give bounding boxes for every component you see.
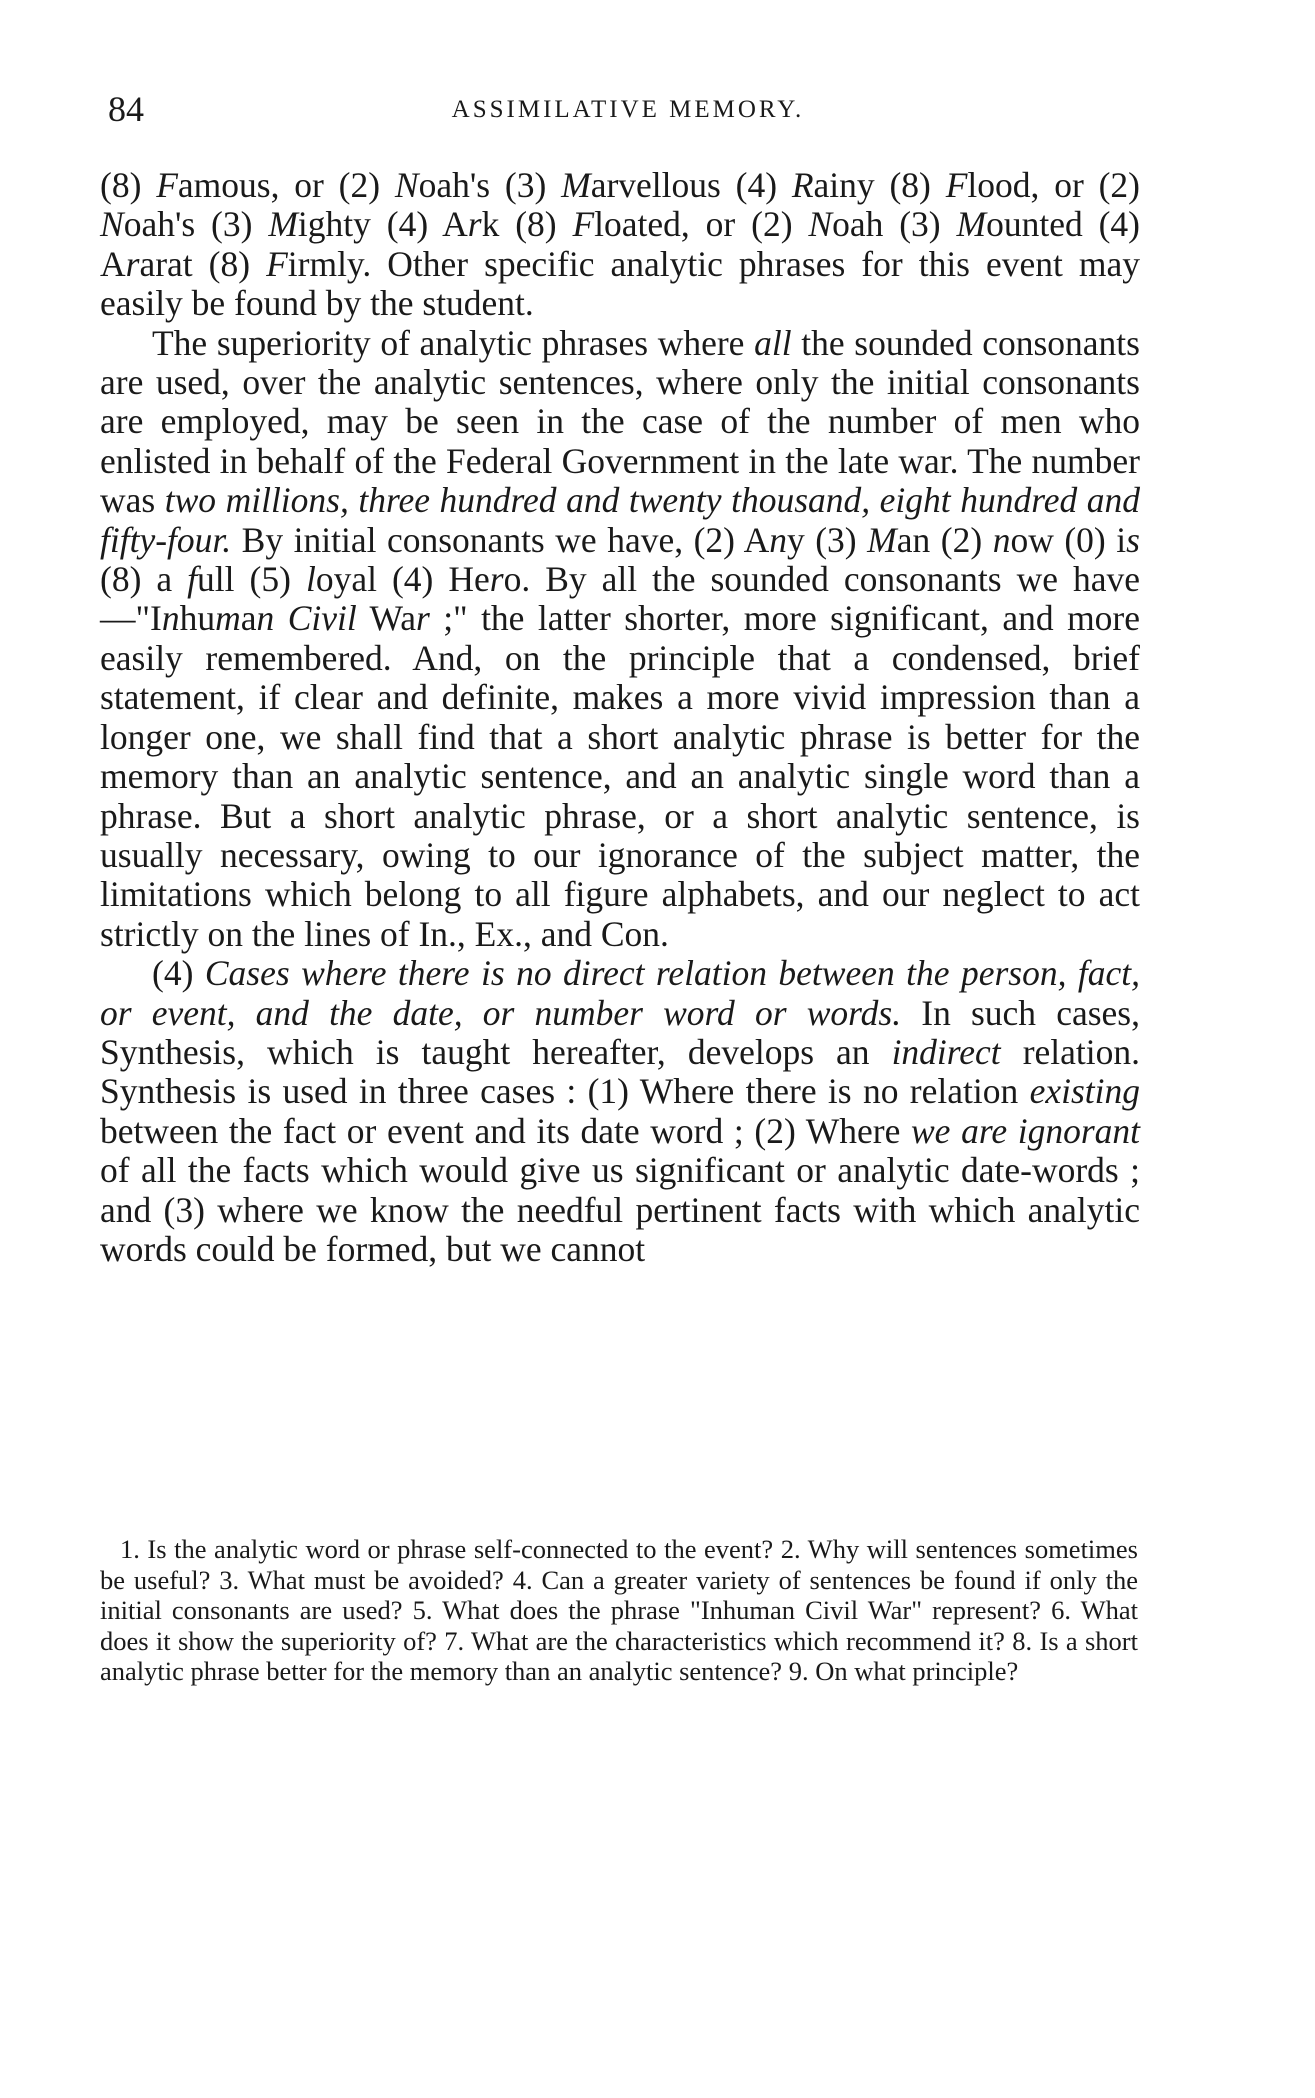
text-run: oah's (3) [123, 204, 269, 245]
text-run: relation. Synthesis is used in three cases : (1) Where there is no relation [100, 1031, 1140, 1112]
paragraph-3 [100, 954, 1140, 1269]
italic-run: two millions, three hundred and twenty thousand, eight hundred and fifty-four. [100, 480, 1140, 560]
italic-run: n Civil [256, 598, 357, 639]
italic-run: N [100, 204, 124, 245]
text-run: oah (3) [832, 204, 957, 245]
italic-run: existing [1029, 1071, 1140, 1112]
italic-run: we are ignorant [911, 1110, 1141, 1151]
text-run: Wa [356, 598, 416, 639]
text-run: between the fact or event and its date word ; (2) Where [100, 1110, 911, 1151]
italic-run: M [268, 204, 298, 245]
italic-run: F [266, 243, 288, 284]
paragraph-1 [100, 166, 1140, 324]
text-run: lood, or (2) [967, 165, 1140, 205]
italic-run: all [754, 322, 792, 363]
italic-run: F [945, 165, 968, 205]
text-run: o. By all the sounded consonants we have—"I [100, 559, 1140, 639]
italic-run: N [394, 165, 419, 205]
italic-run: r [415, 598, 430, 639]
italic-run: f [187, 559, 198, 600]
italic-run: r [467, 204, 482, 245]
italic-run: r [125, 243, 140, 284]
italic-run: m [215, 598, 241, 639]
text-run: (4) [152, 953, 205, 994]
text-run: ull (5) [197, 559, 306, 600]
text-run: ;" the latter shorter, more significant, and more easily remembered. And, on the principle that a condensed, brief statement, if clear and definite, makes a more vivid impression than a longer one, we shall find that a short analytic phrase is better for the memory than an analytic sentence, and an analytic single word than a phrase. But a short analytic phrase, or a short analytic sentence, is usually necessary, owing to our ignorance of the subject matter, the limitations which belong to all figure alphabets, and our neglect to act strictly on the lines of In., Ex., and Con. [100, 598, 1141, 954]
text-run: By initial consonants we have, (2) A [231, 519, 770, 560]
text-run: ainy (8) [813, 165, 946, 205]
text-run: loated, or (2) [594, 204, 809, 245]
text-run: a [240, 598, 257, 639]
text-run: ighty (4) A [297, 204, 468, 245]
italic-run: M [956, 204, 987, 245]
body-text [100, 166, 1140, 1269]
italic-run: r [489, 559, 504, 600]
italic-run: F [572, 204, 595, 245]
text-run: arat (8) [139, 243, 267, 284]
footnote-questions [100, 1534, 1138, 1687]
text-run: oah's (3) [418, 165, 562, 205]
italic-run: M [561, 165, 591, 205]
text-run: hu [179, 598, 216, 639]
italic-run: indirect [891, 1031, 1001, 1072]
text-run: k (8) [481, 204, 573, 245]
text-run: of all the facts which would give us significant or analytic date-words ; and (3) where we know the needful pertinent facts with which analytic words could be formed, but we cannot [100, 1150, 1140, 1269]
text-run: amous, or (2) [177, 165, 395, 205]
text-run: (8) [100, 165, 157, 205]
text-run: ounted (4) A [100, 204, 1140, 284]
text-run: y (3) [786, 519, 868, 560]
text-run: irmly. Other specific analytic phrases for this event may easily be found by the student. [100, 243, 1140, 324]
page-header [108, 88, 1148, 138]
page-number: 84 [108, 89, 144, 129]
italic-run: F [156, 165, 178, 205]
text-run: the sounded consonants are used, over the analytic sentences, where only the initial consonants are employed, may be seen in the case of the number of men who enlisted in behalf of the Federal Government in the late war. The number was [100, 322, 1140, 521]
text-run: oyal (4) He [315, 559, 490, 600]
text-run: ow (0) i [1010, 519, 1127, 560]
italic-run: s [1126, 519, 1140, 560]
footnote-text: 1. Is the analytic word or phrase self-connected to the event? 2. Why will sentences sometimes be useful? 3. What must be avoided? 4. Can a greater variety of sentences be found if only the initial consonants are used? 5. What does the phrase "Inhuman Civil War" represent? 6. What does it show the superiority of? 7. What are the characteristics which recommend it? 8. Is a short analytic phrase better for the memory than an analytic sentence? 9. On what principle? [100, 1534, 1138, 1686]
italic-run: n [992, 519, 1011, 560]
italic-run: R [791, 165, 814, 205]
paragraph-2 [100, 324, 1140, 955]
italic-run: M [867, 519, 897, 560]
italic-run: l [305, 559, 316, 600]
italic-run: Cases where there is no direct relation between the person, fact, or event, and the date, or number word or words. [100, 953, 1140, 1033]
text-run: (8) a [100, 559, 188, 600]
italic-run: n [161, 598, 180, 639]
italic-run: n [769, 519, 787, 560]
running-head: ASSIMILATIVE MEMORY. [451, 96, 805, 123]
text-run: The superiority of analytic phrases where [152, 322, 755, 363]
text-run: an (2) [896, 519, 993, 560]
text-run: arvellous (4) [590, 165, 792, 205]
text-run: In such cases, Synthesis, which is taught hereafter, develops an [100, 992, 1140, 1072]
italic-run: N [808, 204, 833, 245]
